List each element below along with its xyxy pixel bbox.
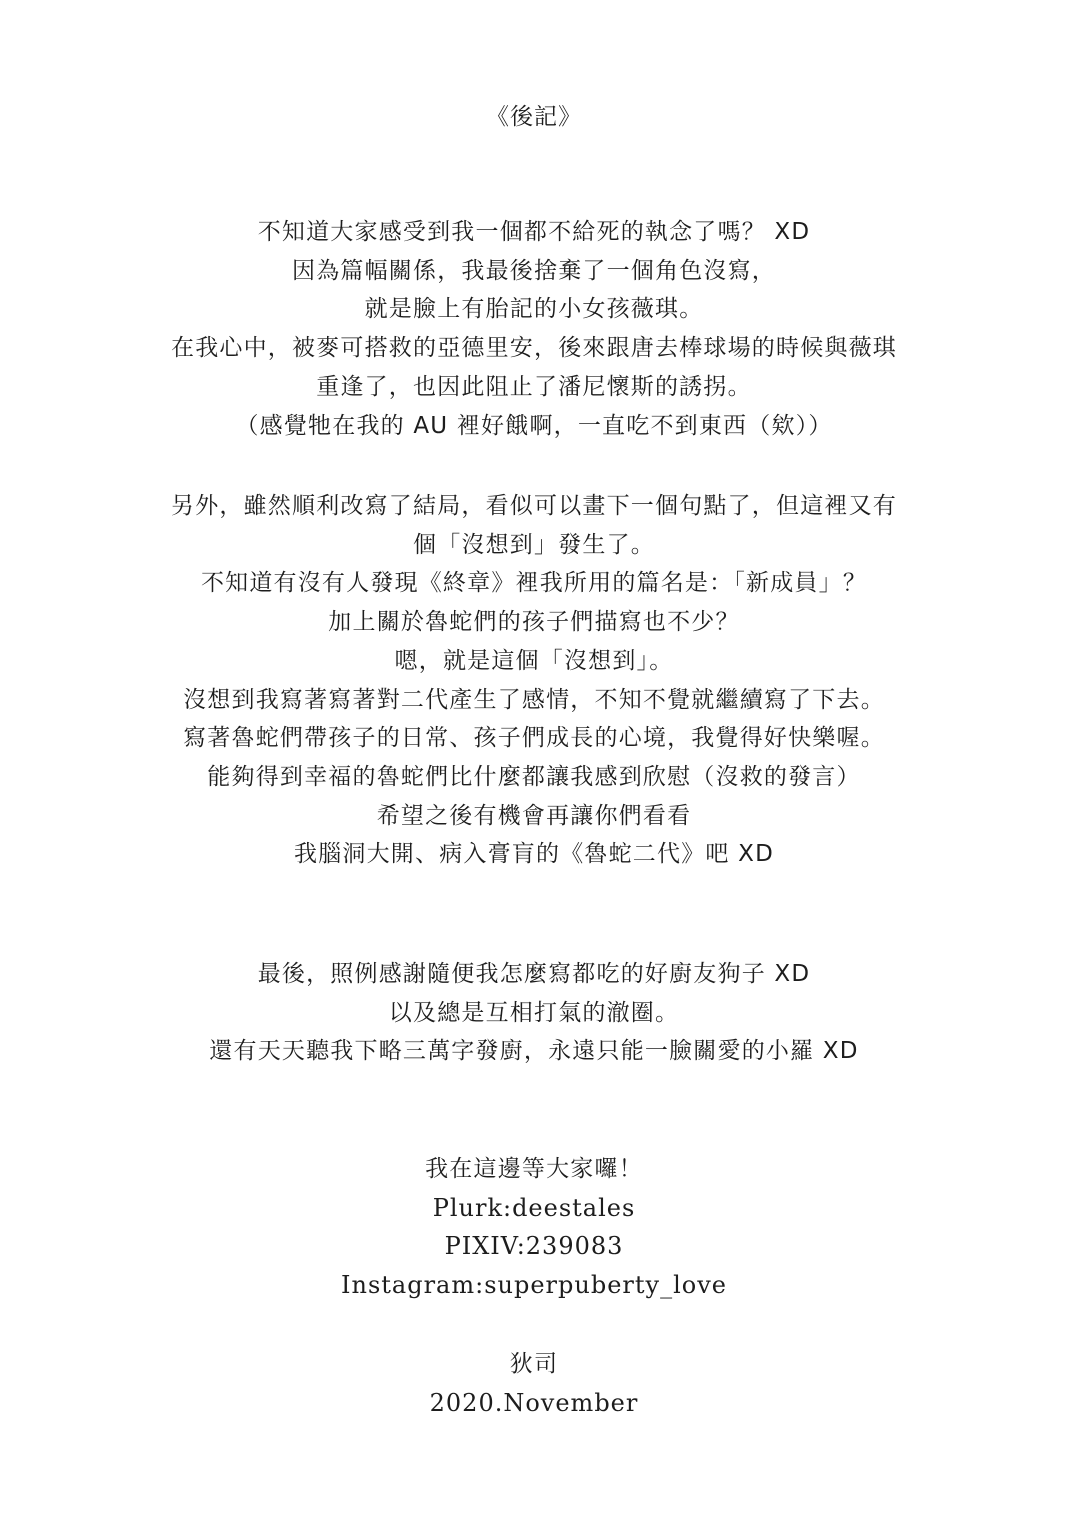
text-line: 沒想到我寫著寫著對二代產生了感情，不知不覺就繼續寫了下去。 [183, 686, 885, 713]
paragraph-thanks [0, 955, 1068, 1071]
pixiv-id: PIXIV:239083 [444, 1232, 624, 1261]
signature [0, 1345, 1068, 1422]
text-line: 在我心中，被麥可搭救的亞德里安，後來跟唐去棒球場的時候與薇琪 [171, 335, 897, 362]
contact-info [0, 1150, 1068, 1305]
contact-intro: 我在這邊等大家囉！ [425, 1156, 643, 1182]
text-line: 能夠得到幸福的魯蛇們比什麼都讓我感到欣慰（沒救的發言） [207, 763, 861, 790]
text-line: 寫著魯蛇們帶孩子的日常、孩子們成長的心境，我覺得好快樂喔。 [183, 725, 885, 752]
text-line: 個「沒想到」發生了。 [413, 531, 655, 558]
paragraph-ending-note [0, 213, 1068, 445]
text-line: 以及總是互相打氣的澈圈。 [388, 999, 680, 1026]
text-line: 希望之後有機會再讓你們看看 [376, 802, 692, 829]
page-title: 《後記》 [486, 104, 582, 130]
text-line: 我腦洞大開、病入膏肓的《魯蛇二代》吧 XD [294, 841, 774, 868]
text-line: 就是臉上有胎記的小女孩薇琪。 [364, 296, 704, 323]
text-line: 加上關於魯蛇們的孩子們描寫也不少？ [328, 609, 740, 636]
text-line: 不知道大家感受到我一個都不給死的執念了嗎？ XD [257, 219, 811, 245]
text-line: 不知道有沒有人發現《終章》裡我所用的篇名是：「新成員」？ [200, 570, 868, 597]
author-name: 狄司 [509, 1351, 559, 1377]
plurk-handle: Plurk:deestales [432, 1193, 636, 1222]
paragraph-sequel-note [0, 487, 1068, 874]
text-line: 還有天天聽我下略三萬字發廚，永遠只能一臉關愛的小羅 XD [209, 1038, 859, 1065]
text-line: （感覺牠在我的 AU 裡好餓啊，一直吃不到東西（欸）） [235, 412, 833, 439]
signature-date: 2020.November [429, 1388, 639, 1417]
text-line: 重逢了，也因此阻止了潘尼懷斯的誘拐。 [316, 373, 752, 400]
instagram-handle: Instagram:superpuberty_love [341, 1271, 727, 1300]
text-line: 因為篇幅關係，我最後捨棄了一個角色沒寫， [292, 257, 776, 284]
text-line: 另外，雖然順利改寫了結局，看似可以畫下一個句點了，但這裡又有 [171, 493, 897, 519]
text-line: 最後，照例感謝隨便我怎麼寫都吃的好廚友狗子 XD [257, 961, 811, 987]
text-line: 嗯，就是這個「沒想到」。 [394, 647, 674, 674]
